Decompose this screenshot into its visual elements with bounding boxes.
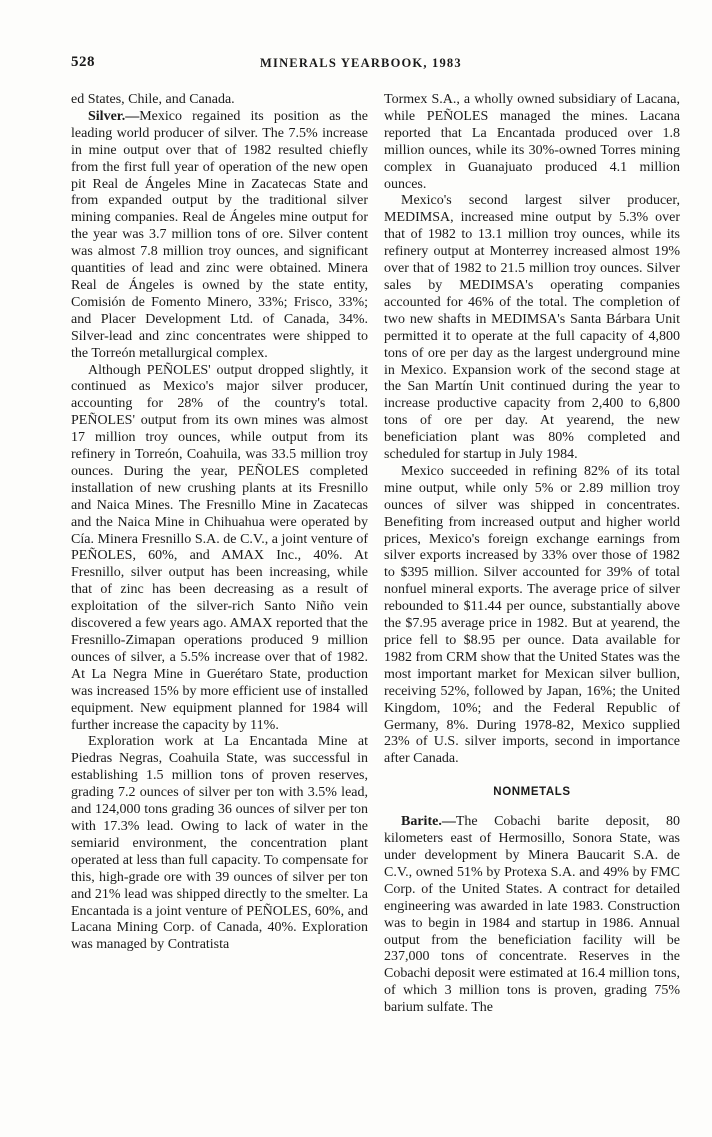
- section-heading-nonmetals: NONMETALS: [493, 786, 571, 799]
- encantada-paragraph: Exploration work at La Encantada Mine at Piedras Negras, Coahuila State, was successful in establishing 1.5 million tons of proven reserves, grading 7.2 ounces of silver per ton with 3.5% lead, and 124,000 tons grading 36 ounces of silver per ton with 17.3% lead. Owing to lack of water in the semiarid environment, the concentration plant operated at less than full capacity. To compensate for this, high-grade ore with 39 ounces of silver per ton and 21% lead was shipped directly to the smelter. La Encantada is a joint venture of PEÑOLES, 60%, and Lacana Mining Corp. of Canada, 40%. Exploration was managed by Contratista: [71, 734, 368, 953]
- silver-text: Mexico regained its position as the leading world producer of silver. The 7.5% increase in mine output over that of 1982 resulted chiefly from the first full year of operation of the new open pit Real de Ángeles Mine in Zacatecas State and from expanded output by the traditional silver mining companies. Real de Ángeles mine output for the year was 3.7 million tons of ore. Silver content was almost 7.8 million troy ounces, and significant quantities of lead and zinc were obtained. Minera Real de Ángeles is owned by the state entity, Comisión de Fomento Minero, 33%; Frisco, 33%; and Placer Development Ltd. of Canada, 34%. Silver-lead and zinc concentrates were shipped to the Torreón metallurgical complex.: [71, 108, 368, 361]
- exports-paragraph: Mexico succeeded in refining 82% of its total mine output, while only 5% or 2.89 million troy ounces of silver was shipped in concentrates. Benefiting from increased output and higher world prices, Mexico's foreign exchange earnings from silver exports increased by 33% over those of 1982 to $395 million. Silver accounted for 39% of total nonfuel mineral exports. The average price of silver rebounded to $11.44 per ounce, substantially above the $7.95 average price in 1982. But at yearend, the price fell to $8.95 per ounce. Data available for 1982 from CRM show that the United States was the most important market for Mexican silver bullion, receiving 52%, followed by Japan, 16%; the United Kingdom, 10%; and the Federal Republic of Germany, 8%. During 1978-82, Mexico supplied 23% of U.S. silver imports, second in importance after Canada.: [384, 463, 680, 767]
- running-title: MINERALS YEARBOOK, 1983: [260, 56, 462, 70]
- penoles-paragraph: Although PEÑOLES' output dropped slightly, it continued as Mexico's major silver producer, accounting for 28% of the country's total. PEÑOLES' output from its own mines was almost 17 million troy ounces, while output from its refinery in Torreón, Coahuila, was 33.5 million troy ounces. During the year, PEÑOLES completed installation of new crushing plants at its Fresnillo and Naica Mines. The Fresnillo Mine in Zacatecas and the Naica Mine in Chihuahua were operated by Cía. Minera Fresnillo S.A. de C.V., a joint venture of PEÑOLES, 60%, and AMAX Inc., 40%. At Fresnillo, silver output has been increasing, while that of zinc has been decreasing as a result of exploitation of the silver-rich Santo Niño vein discovered a few years ago. AMAX reported that the Fresnillo-Zimapan operations produced 9 million ounces of silver, a 5.5% increase over that of 1982. At La Negra Mine in Guerétaro State, production was increased 15% by more efficient use of installed equipment. New equipment planned for 1984 will further increase the capacity by 11%.: [71, 362, 368, 733]
- barite-heading: Barite.—: [401, 814, 456, 830]
- silver-paragraph: [71, 109, 368, 363]
- continued-paragraph: ed States, Chile, and Canada.: [71, 92, 235, 107]
- medimsa-paragraph: Mexico's second largest silver producer, MEDIMSA, increased mine output by 5.3% over that of 1982 to 13.1 million troy ounces, while its refinery output at Monterrey increased almost 19% over that of 1982 to 21.5 million troy ounces. Silver sales by MEDIMSA's operating companies accounted for 46% of the total. The completion of two new shafts in MEDIMSA's Santa Bárbara Unit permitted it to operate at the full capacity of 4,800 tons of ore per day as the largest underground mine in Mexico. Expansion work of the second stage at the San Martín Unit continued during the year to increase productive capacity from 2,400 to 6,800 tons of ore per day. At yearend, the new beneficiation plant was 80% completed and scheduled for startup in July 1984.: [384, 193, 680, 463]
- right-column: [384, 92, 680, 1017]
- lacana-paragraph: Tormex S.A., a wholly owned subsidiary of Lacana, while PEÑOLES managed the mines. Lacana reported that La Encantada produced over 1.8 million ounces, while its 30%-owned Torres mining complex in Guanajuato produced 4.1 million ounces.: [384, 92, 680, 192]
- barite-text: The Cobachi barite deposit, 80 kilometers east of Hermosillo, Sonora State, was under development by Minera Baucarit S.A. de C.V., owned 51% by Protexa S.A. and 49% by FMC Corp. of the United States. A contract for detailed engineering was awarded in late 1983. Construction was to begin in 1984 and startup in 1986. Annual output from the beneficiation facility will be 237,000 tons of concentrate. Reserves in the Cobachi deposit were estimated at 16.4 million tons, of which 3 million tons is proven, grading 75% barium sulfate. The: [384, 814, 680, 1016]
- silver-heading: Silver.—: [88, 108, 140, 124]
- left-column: [71, 92, 368, 954]
- page-number: 528: [71, 54, 95, 70]
- barite-paragraph: [384, 814, 680, 1017]
